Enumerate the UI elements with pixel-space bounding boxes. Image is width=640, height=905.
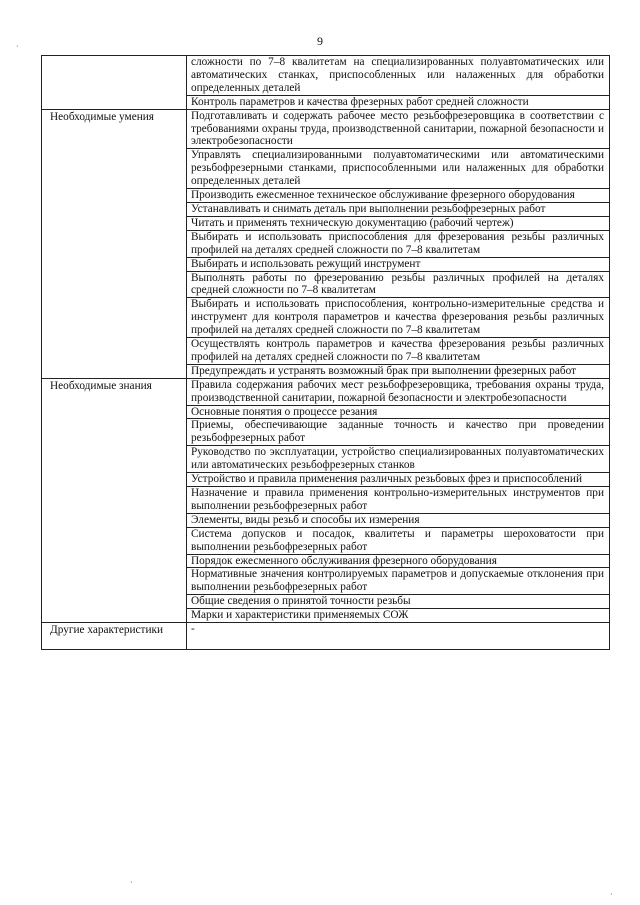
table-cell: Основные понятия о процессе резания [187,405,609,419]
section-items [187,110,609,378]
table-cell: Подготавливать и содержать рабочее место резьбофрезеровщика в соответствии с требованиями охраны труда, производственной санитарии, пожарной безопасности и электробезопасности [191,109,604,148]
scan-speck: · [610,890,613,899]
table-cell: Приемы, обеспечивающие заданные точность и качество при проведении резьбофрезерных работ [187,418,609,445]
table-cell: Руководство по эксплуатации, устройство специализированных полуавтоматических или автоматических резьбофрезерных станков [187,445,609,472]
competency-table [41,55,610,650]
table-cell: Выбирать и использовать приспособления для фрезерования резьбы различных профилей на деталях средней сложности по 7–8 квалитетам [187,230,609,257]
table-cell: Устанавливать и снимать деталь при выполнении резьбофрезерных работ [187,202,609,216]
table-cell: - [191,623,195,636]
section-required-knowledge [42,378,609,622]
table-cell: Выполнять работы по фрезерованию резьбы различных профилей на деталях средней сложности по 7–8 квалитетам [187,271,609,298]
table-cell: Система допусков и посадок, квалитеты и параметры шероховатости при выполнении резьбофрезерных работ [187,527,609,554]
table-cell: Назначение и правила применения контрольно-измерительных инструментов при выполнении резьбофрезерных работ [187,486,609,513]
table-cell: Предупреждать и устранять возможный брак при выполнении фрезерных работ [187,364,609,378]
section-items [187,56,609,109]
table-cell: Производить ежесменное техническое обслуживание фрезерного оборудования [187,188,609,202]
section-required-skills [42,109,609,378]
table-cell: Нормативные значения контролируемых параметров и допускаемые отклонения при выполнении резьбофрезерных работ [187,567,609,594]
table-cell: Управлять специализированными полуавтоматическими или автоматическими резьбофрезерными станками, приспособленными или налаженных для обработки определенных деталей [187,148,609,188]
section-label [42,56,187,109]
section-work-actions [42,56,609,109]
section-other-characteristics [42,622,609,649]
section-label: Необходимые знания [42,379,187,622]
table-cell: Контроль параметров и качества фрезерных работ средней сложности [187,95,609,109]
table-cell: сложности по 7–8 квалитетам на специализированных полуавтоматических или автоматических станках, приспособленных или налаженных для обработки определенных деталей [191,56,604,94]
table-cell: Устройство и правила применения различных резьбовых фрез и приспособлений [187,472,609,486]
table-cell: Читать и применять техническую документацию (рабочий чертеж) [187,216,609,230]
table-cell: Порядок ежесменного обслуживания фрезерного оборудования [187,554,609,568]
table-cell: Правила содержания рабочих мест резьбофрезеровщика, требования охраны труда, производственной санитарии, пожарной безопасности и электробезопасности [191,378,604,404]
section-label: Другие характеристики [42,623,187,649]
table-cell: Выбирать и использовать приспособления, контрольно-измерительные средства и инструмент для контроля параметров и качества фрезерования резьбы различных профилей на деталях средней сложности по 7–8 квалитетам [187,297,609,337]
table-cell: Элементы, виды резьб и способы их измерения [187,513,609,527]
scan-speck: · [130,878,133,887]
table-cell: Осуществлять контроль параметров и качества фрезерования резьбы различных профилей на деталях средней сложности по 7–8 квалитетам [187,337,609,364]
section-label: Необходимые умения [42,110,187,378]
table-cell: Общие сведения о принятой точности резьбы [187,594,609,608]
section-items [187,379,609,622]
page-number: 9 [317,34,323,48]
table-cell: Марки и характеристики применяемых СОЖ [187,608,609,622]
section-items [187,623,609,649]
scan-speck: · [16,42,19,51]
table-cell: Выбирать и использовать режущий инструмент [187,257,609,271]
